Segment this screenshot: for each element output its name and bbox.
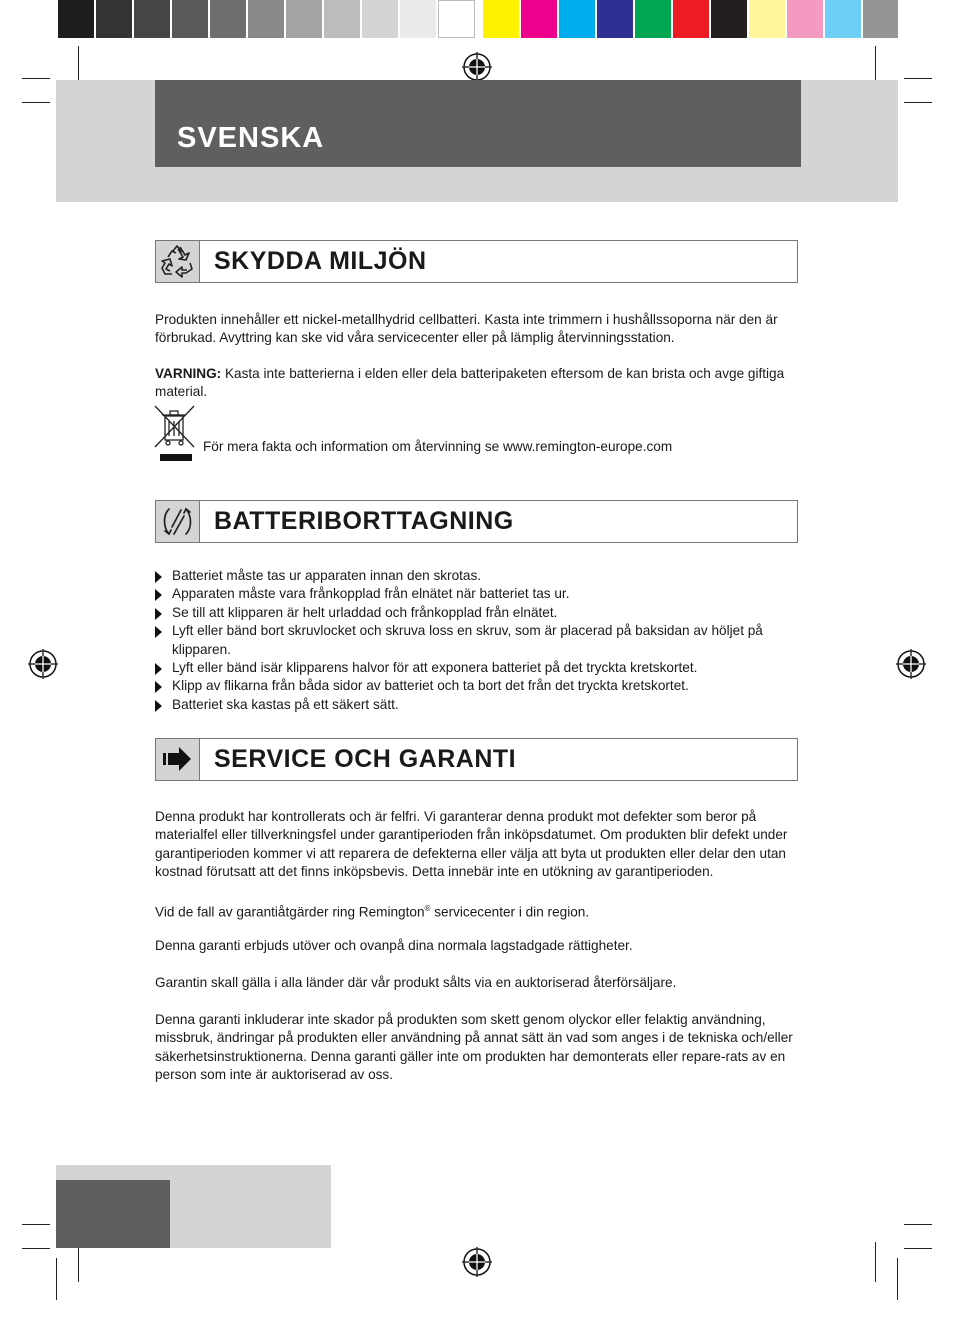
- list-item: Klipp av flikarna från båda sidor av batteriet och ta bort det från det tryckta kretskortet.: [155, 677, 805, 695]
- list-item: Apparaten måste vara frånkopplad från elnätet när batteriet tas ur.: [155, 585, 805, 603]
- warning-text: Kasta inte batterierna i elden eller dela batteripaketen eftersom de kan brista och avge giftiga material.: [155, 366, 785, 400]
- list-item: Se till att klipparen är helt urladdad och frånkopplad från elnätet.: [155, 604, 805, 622]
- color-swatch: [711, 0, 749, 38]
- service-contact-line: Vid de fall av garantiåtgärder ring Remington® servicecenter i din region.: [155, 904, 590, 920]
- registration-mark-icon: [896, 649, 926, 679]
- battery-removal-icon: [159, 503, 196, 540]
- crop-mark: [22, 1248, 50, 1249]
- gray-swatch: [210, 0, 248, 38]
- list-item: Batteriet ska kastas på ett säkert sätt.: [155, 696, 805, 714]
- crop-mark: [904, 102, 932, 103]
- section-heading-environment: [155, 240, 798, 283]
- footer-page-tab: [56, 1180, 170, 1248]
- crop-mark: [22, 78, 50, 79]
- section-title: BATTERIBORTTAGNING: [214, 507, 514, 535]
- crop-mark: [904, 1224, 932, 1225]
- crossed-bin-icon: [154, 405, 196, 463]
- color-swatch: [673, 0, 711, 38]
- gray-swatch: [96, 0, 134, 38]
- service-paragraph: Denna garanti inkluderar inte skador på produkten som skett genom olyckor eller felaktig användning, missbruk, ändringar på produkten eller användning på annat sätt än vad som anges i de tekniska och/eller säkerhetsinstruktionerna. Denna garanti gäller inte om produkten har demonterats eller repare-rats av en person som inte är auktoriserad av oss.: [155, 1012, 793, 1083]
- page-title: SVENSKA: [177, 122, 325, 154]
- bullet-arrow-icon: [155, 608, 162, 620]
- crop-mark: [897, 1258, 898, 1300]
- bullet-arrow-icon: [155, 589, 162, 601]
- gray-calibration-bar: [58, 0, 475, 38]
- crop-mark: [875, 1242, 876, 1282]
- service-paragraph: Garantin skall gälla i alla länder där vår produkt sålts via en auktoriserad återförsäljare.: [155, 975, 677, 990]
- color-swatch: [863, 0, 900, 38]
- battery-steps-list: [155, 567, 805, 714]
- gray-swatch: [438, 0, 475, 38]
- warning-label: VARNING:: [155, 366, 222, 381]
- color-swatch: [635, 0, 673, 38]
- section-icon-box: [156, 241, 200, 282]
- color-swatch: [749, 0, 787, 38]
- crop-mark: [22, 1224, 50, 1225]
- gray-swatch: [286, 0, 324, 38]
- gray-swatch: [58, 0, 96, 38]
- crop-mark: [22, 102, 50, 103]
- section-icon-box: [156, 501, 200, 542]
- bullet-arrow-icon: [155, 663, 162, 675]
- crop-mark: [56, 1258, 57, 1300]
- section-icon-box: [156, 739, 200, 780]
- list-item: Lyft eller bänd bort skruvlocket och skruva loss en skruv, som är placerad på baksidan av höljet på klipparen.: [155, 622, 805, 659]
- registered-mark: ®: [424, 904, 431, 913]
- color-swatch: [559, 0, 597, 38]
- recycle-icon: [159, 243, 196, 280]
- color-swatch: [825, 0, 863, 38]
- arrow-right-icon: [159, 741, 196, 778]
- list-item: Batteriet måste tas ur apparaten innan den skrotas.: [155, 567, 805, 585]
- service-paragraph: Denna garanti erbjuds utöver och ovanpå dina normala lagstadgade rättigheter.: [155, 938, 633, 953]
- warning-paragraph: [155, 365, 805, 402]
- color-calibration-bar: [483, 0, 900, 38]
- gray-swatch: [134, 0, 172, 38]
- section-heading-service: [155, 738, 798, 781]
- list-item: Lyft eller bänd isär klipparens halvor för att exponera batteriet på det tryckta kretskortet.: [155, 659, 805, 677]
- bullet-arrow-icon: [155, 681, 162, 693]
- registration-mark-icon: [462, 52, 492, 82]
- environment-paragraph: Produkten innehåller ett nickel-metallhydrid cellbatteri. Kasta inte trimmern i hushållssoporna när den är förbrukad. Avyttring kan ske vid våra servicecenter eller på lämplig återvinningsstation.: [155, 312, 778, 346]
- gray-swatch: [248, 0, 286, 38]
- bullet-arrow-icon: [155, 700, 162, 712]
- service-paragraph: Denna produkt har kontrollerats och är felfri. Vi garanterar denna produkt mot defekter som beror på materialfel eller tillverkningsfel under garantiperioden från inköpsdatumet. Om produkten blir defekt under garantiperioden kommer vi att reparera de defekterna eller välja att byta ut produkten eller delar den utan kostnad förutsatt att det finns inköpsbevis. Detta innebär inte en utökning av garantiperioden.: [155, 809, 788, 880]
- color-swatch: [597, 0, 635, 38]
- bullet-arrow-icon: [155, 571, 162, 583]
- section-title: SERVICE OCH GARANTI: [214, 745, 517, 773]
- crop-mark: [904, 78, 932, 79]
- color-swatch: [483, 0, 521, 38]
- language-title-bar: [155, 80, 801, 167]
- section-heading-battery: [155, 500, 798, 543]
- color-swatch: [787, 0, 825, 38]
- gray-swatch: [400, 0, 438, 38]
- section-title: SKYDDA MILJÖN: [214, 247, 427, 275]
- gray-swatch: [172, 0, 210, 38]
- gray-swatch: [324, 0, 362, 38]
- crop-mark: [904, 1248, 932, 1249]
- gray-swatch: [362, 0, 400, 38]
- bullet-arrow-icon: [155, 626, 162, 638]
- registration-mark-icon: [28, 649, 58, 679]
- crop-mark: [78, 1242, 79, 1282]
- color-swatch: [521, 0, 559, 38]
- registration-mark-icon: [462, 1247, 492, 1277]
- recycling-info: För mera fakta och information om återvinning se www.remington-europe.com: [203, 439, 673, 454]
